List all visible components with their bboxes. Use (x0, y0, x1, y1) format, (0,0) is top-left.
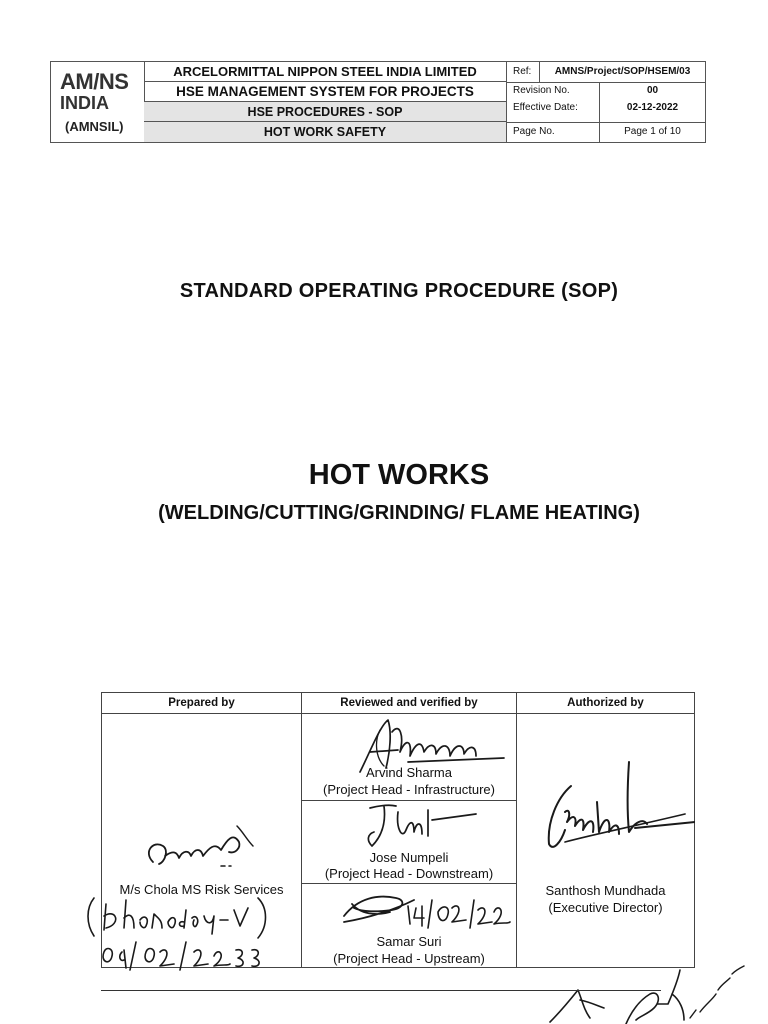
ref-value: AMNS/Project/SOP/HSEM/03 (554, 66, 691, 77)
sub-title: (WELDING/CUTTING/GRINDING/ FLAME HEATING) (158, 502, 640, 524)
reviewer-1-role: (Project Head - Infrastructure) (323, 782, 495, 797)
reviewer-3-role: (Project Head - Upstream) (333, 951, 485, 966)
reviewer-1-name: Arvind Sharma (366, 765, 452, 780)
reviewer-2-role: (Project Head - Downstream) (324, 866, 494, 881)
management-system: HSE MANAGEMENT SYSTEM FOR PROJECTS (144, 82, 506, 102)
company-name: ARCELORMITTAL NIPPON STEEL INDIA LIMITED (144, 62, 506, 82)
reviewer-3-handwritten-date (402, 896, 512, 930)
reviewer-1-signature (340, 712, 510, 782)
page-label: Page No. (513, 126, 555, 137)
authorizer-name: Santhosh Mundhada (545, 883, 666, 898)
logo-text-amns: AM/NS (60, 69, 129, 94)
document-header (50, 61, 706, 143)
procedure-topic: HOT WORK SAFETY (144, 122, 506, 142)
preparer-handwritten-date (96, 938, 276, 972)
prepared-by-header: Prepared by (168, 697, 235, 709)
page-value: Page 1 of 10 (624, 126, 681, 137)
revision-label: Revision No. (513, 85, 570, 96)
logo-text-amnsil: (AMNSIL) (65, 119, 124, 134)
sop-title: STANDARD OPERATING PROCEDURE (SOP) (179, 280, 619, 302)
reviewer-2-signature (358, 800, 488, 852)
effective-date-value: 02-12-2022 (626, 102, 679, 113)
company-logo (51, 62, 145, 142)
preparer-signature (125, 812, 275, 882)
reviewed-by-header: Reviewed and verified by (340, 697, 478, 709)
authorizer-signature (535, 752, 695, 862)
reviewer-2-name: Jose Numpeli (369, 850, 449, 865)
logo-text-india: INDIA (60, 93, 109, 113)
effective-date-label: Effective Date: (513, 102, 578, 113)
ref-label: Ref: (513, 66, 532, 77)
preparer-handwritten-name (82, 894, 282, 940)
bottom-rule (101, 990, 661, 991)
reviewer-3-name: Samar Suri (376, 934, 442, 949)
procedure-type: HSE PROCEDURES - SOP (144, 102, 506, 122)
header-title-block (144, 62, 507, 142)
main-title: HOT WORKS (308, 459, 490, 491)
header-meta-block (506, 62, 705, 142)
revision-value: 00 (646, 85, 659, 96)
margin-initials (540, 960, 768, 1024)
authorizer-role: (Executive Director) (548, 900, 663, 915)
authorized-by-header: Authorized by (567, 697, 644, 709)
preparer-name: M/s Chola MS Risk Services (119, 882, 284, 897)
